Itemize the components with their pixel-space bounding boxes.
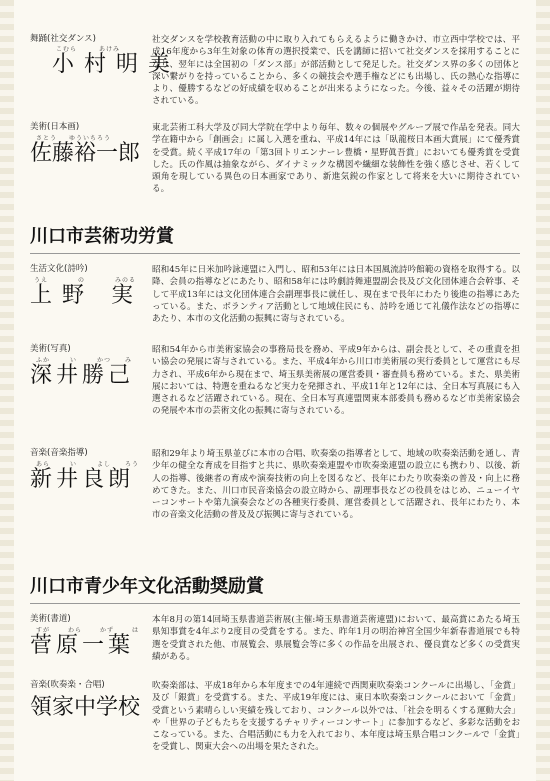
page (30, 34, 520, 780)
awardee-name: 深井勝己 (30, 363, 135, 388)
section-divider (30, 603, 520, 604)
awardee-description: 社交ダンスを学校教育活動の中に取り入れてもらえるように働きかけ、市立西中学校では、平成16年度から3年生対象の体育の選択授業で、氏を講師に招いて社交ダンスを採用することになり、翌年には全国初の「ダンス部」が部活動として発足した。社交ダンス界の多くの団体と深い繋がりを持っていることから、多くの競技会や選手権などにも出場し、氏の熱心な指導により、優勝するなどの好成績を収めることが出来るようになった。今後、益々その活躍が期待されている。 (152, 35, 520, 107)
awardee-name: 新井良朗 (30, 467, 135, 492)
decorative-border-right (536, 0, 550, 781)
awardee-description: 吹奏楽部は、平成18年から本年度までの4年連続で西関東吹奏楽コンクールに出場し、「金賞」及び「銀賞」を受賞する。また、平成19年度には、東日本吹奏楽コンクールにおいて「金賞」受賞という素晴らしい実績を残しており、コンクール以外では、「社会を明るくする運動大会」や「世界の子どもたちを支援するチャリティーコンサート」に参加するなど、多彩な活動をおこなっている。また、合唱活動にも力を入れており、本年度は埼玉県合唱コンクールで「金賞」を受賞し、関東大会への出場を果たされた。 (152, 681, 520, 753)
awardee-description: 本年8月の第14回埼玉県書道芸術展(主催:埼玉県書道芸術連盟)において、最高賞にあたる埼玉県知事賞を4年ぶり2度目の受賞をする。また、昨年1月の明治神宮全国少年新春書道展でも特選を受賞された他、市展覧会、県展覧会等に多くの作品を出展され、優良賞など多くの受賞実績がある。 (152, 615, 520, 662)
award-entry (30, 344, 520, 448)
ruby-text: あけみ (99, 46, 121, 53)
awardee-category: 音楽(吹奏楽・合唱) (30, 680, 105, 690)
awardee-info (30, 344, 148, 388)
awardee-category: 生活文化(詩吟) (30, 264, 88, 274)
ruby-text: ゆういちろう (69, 135, 112, 142)
ruby-text: ろう (125, 461, 140, 468)
ruby-text: うえ (34, 277, 49, 284)
ruby-text: わら (68, 627, 83, 634)
ruby-text: さとう (36, 135, 58, 142)
award-entry (30, 448, 520, 576)
ruby-text: よし (97, 461, 112, 468)
ruby-text: みのる (115, 277, 137, 284)
award-entry (30, 680, 520, 780)
awardee-info (30, 122, 148, 166)
awardee-info (30, 680, 148, 720)
awardee-info (30, 448, 148, 492)
awardee-description: 昭和45年に日米加吟詠連盟に入門し、昭和53年には日本国風流詩吟館範の資格を取得する。以降、会員の指導などにあたり、昭和58年には吟劇詩舞連盟副会長及び文化団体連合会幹事、そして平成13年には文化団体連合会副理事長に就任し、現在まで長年にわたり後進の指導にあたっている。また、ボランティア活動として地域住民にも、詩吟を通じて礼儀作法などの指導にあたり、本市の文化活動の振興に寄与されている。 (152, 265, 520, 325)
awardee-description: 東北芸術工科大学及び同大学院在学中より毎年、数々の個展やグループ展で作品を発表。同大学在籍中から「創画会」に属し入選を重ね、平成14年には「臥龍桜日本画大賞展」にて優秀賞を受賞。続く平成17年の「第3回トリエンナーレ豊橋・星野眞吾賞」においても優秀賞を受賞した。氏の作風は抽象ながら、ダイナミックな構図や繊細な装飾性を強く感じさせ、若くして頭角を現している異色の日本画家であり、新進気鋭の作家として将来を大いに期待されている。 (152, 123, 520, 195)
ruby-text: あら (36, 461, 51, 468)
awardee-name: 菅原一葉 (30, 633, 135, 658)
awardee-info (30, 614, 148, 658)
ruby-text: かず (100, 627, 115, 634)
section-title: 川口市青少年文化活動奨励賞 (30, 576, 264, 597)
awardee-category: 美術(書道) (30, 614, 71, 624)
ruby-text: こむら (56, 46, 78, 53)
awardee-name: 上野 実 (30, 283, 143, 308)
award-entry (30, 122, 520, 226)
awardee-description: 昭和54年から市美術家協会の事務局長を務め、平成9年からは、副会長として、その重責を担い協会の発展に寄与されている。また、平成4年から川口市美術展の実行委員として運営にも尽力され、平成6年から現在まで、埼玉県美術展の運営委員・審査員も務めている。また、県美術展においては、特選を重ねるなど実力を発揮され、平成11年と12年には、全日本写真展にも入選されるなど活躍されている。現在、全日本写真連盟関東本部委員も務めるなど市美術家協会の発展や本市の芸術文化の振興に寄与されている。 (152, 345, 520, 417)
decorative-border-left (0, 0, 14, 781)
awardee-category: 舞踊(社交ダンス) (30, 34, 96, 44)
awardee-description: 昭和29年より埼玉県並びに本市の合唱、吹奏楽の指導者として、地域の吹奏楽活動を通し、青少年の健全な育成を目指すと共に、県吹奏楽連盟や市吹奏楽連盟の設立にも携わり、以後、新人の指導、後継者の育成や演奏技術の向上を図るなど、長年にわたり吹奏楽の普及・向上に務めてきた。また、川口市民音楽協会の設立時から、副理事長などの役員をはじめ、ニューイヤーコンサートや第九演奏会などの各種実行委員、運営委員として活躍され、長年にわたり、本市の音楽文化活動の普及及び振興に寄与されている。 (152, 449, 520, 521)
awardee-category: 音楽(音楽指導) (30, 448, 88, 458)
awardee-name: 小村明美 (52, 52, 181, 77)
awardee-category: 美術(写真) (30, 344, 71, 354)
award-entry (30, 264, 520, 344)
ruby-text: ふか (36, 357, 51, 364)
awardee-info (30, 34, 181, 77)
ruby-text: の (78, 277, 86, 284)
ruby-text: み (125, 357, 133, 364)
award-entry (30, 614, 520, 680)
section-title: 川口市芸術功労賞 (30, 226, 174, 247)
ruby-text: かつ (97, 357, 112, 364)
ruby-text: い (70, 357, 78, 364)
ruby-text: すが (36, 627, 51, 634)
awardee-category: 美術(日本画) (30, 122, 80, 132)
awardee-info (30, 264, 148, 308)
section-divider (30, 253, 520, 254)
award-entry (30, 34, 520, 122)
awardee-name: 佐藤裕一郎 (30, 141, 141, 166)
ruby-text: は (132, 627, 140, 634)
awardee-name: 領家中学校 (30, 695, 141, 720)
ruby-text: い (70, 461, 78, 468)
